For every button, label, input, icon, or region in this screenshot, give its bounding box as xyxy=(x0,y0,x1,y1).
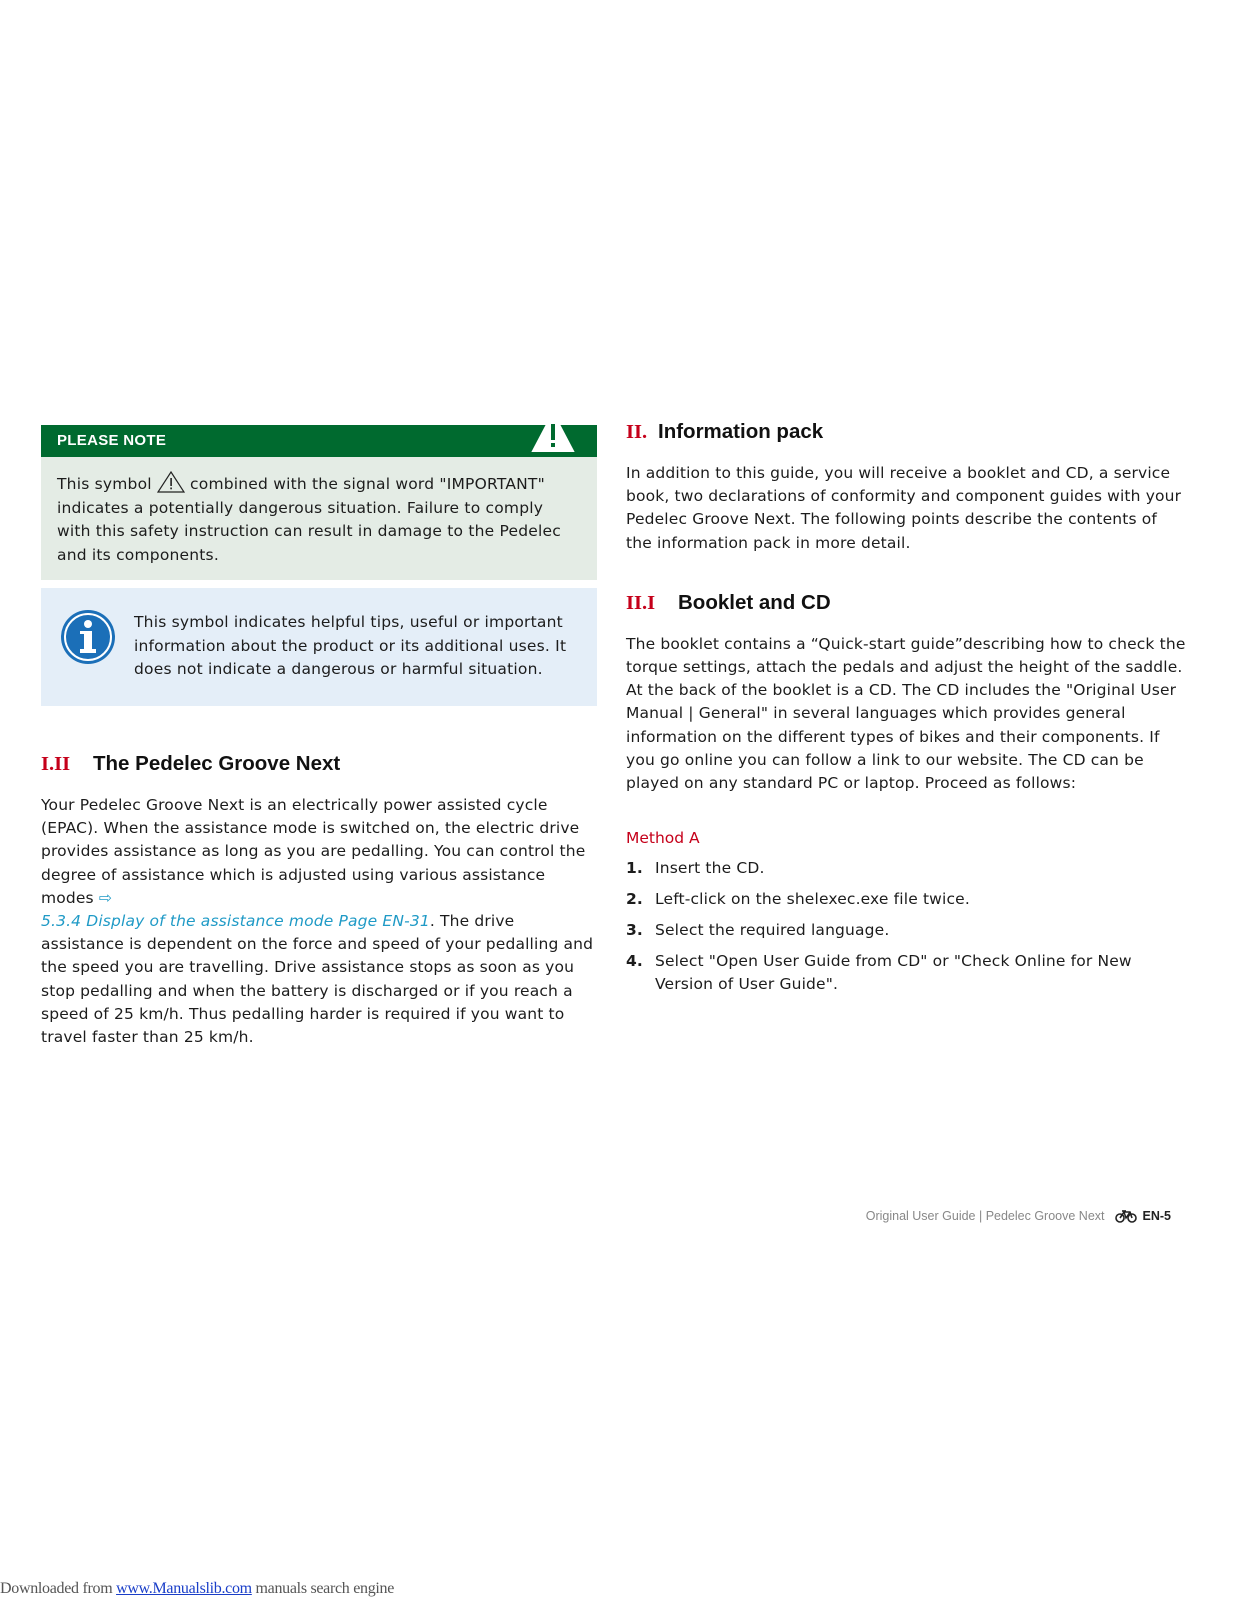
step-text: Select "Open User Guide from CD" or "Check Online for New Version of User Guide". xyxy=(655,952,1132,994)
note-text-rest: combined with the signal word "IMPORTANT" indicates a potentially dangerous situation. Failure to comply with this safety instruction can result in damage to the Pedelec and its components. xyxy=(57,475,561,564)
steps-list xyxy=(626,857,1186,996)
download-notice xyxy=(0,1580,394,1598)
list-item xyxy=(626,888,1186,911)
step-number: 3. xyxy=(626,921,643,940)
list-item xyxy=(626,950,1186,996)
section-number: II.I xyxy=(626,591,656,614)
download-prefix: Downloaded from xyxy=(0,1580,117,1597)
method-label: Method A xyxy=(626,829,700,848)
bicycle-icon xyxy=(1115,1209,1137,1223)
step-text: Select the required language. xyxy=(655,921,890,940)
warning-icon xyxy=(157,471,185,493)
list-item xyxy=(626,857,1186,880)
step-text: Left-click on the shelexec.exe file twice. xyxy=(655,890,970,909)
step-number: 2. xyxy=(626,890,643,909)
download-suffix: manuals search engine xyxy=(251,1580,395,1597)
please-note-box xyxy=(41,425,597,580)
section-heading xyxy=(626,591,1186,615)
section-title: Information pack xyxy=(658,420,824,443)
page-footer xyxy=(866,1209,1171,1223)
manualslib-link[interactable]: www.Manualslib.com xyxy=(116,1580,252,1597)
section-heading xyxy=(41,752,597,776)
page-number: EN-5 xyxy=(1142,1209,1171,1223)
step-text: Insert the CD. xyxy=(655,859,765,878)
body-text-start: Your Pedelec Groove Next is an electrically power assisted cycle (EPAC). When the assistance mode is switched on, the electric drive provides assistance as long as you are pedalling. You can control the degree of assistance which is adjusted using various assistance modes xyxy=(41,796,586,907)
section-number: II. xyxy=(626,421,648,443)
note-text-start: This symbol xyxy=(57,475,157,493)
info-icon xyxy=(59,608,117,666)
body-text-end: . The drive assistance is dependent on the force and speed of your pedalling and the speed you are travelling. Drive assistance stops as soon as you stop pedalling and when the battery is discharged or if you reach a speed of 25 km/h. Thus pedalling harder is required if you want to travel faster than 25 km/h. xyxy=(41,912,594,1047)
step-number: 4. xyxy=(626,952,643,971)
list-item xyxy=(626,919,1186,942)
section-title: The Pedelec Groove Next xyxy=(93,752,341,775)
arrow-right-icon: ⇨ xyxy=(98,888,113,907)
please-note-header xyxy=(41,425,597,457)
step-number: 1. xyxy=(626,859,643,878)
section-body: The booklet contains a “Quick-start guide”describing how to check the torque settings, attach the pedals and adjust the height of the saddle. At the back of the booklet is a CD. The CD includes the "Original User Manual | General" in several languages which provides general information on the different types of bikes and their components. If you go online you can follow a link to our website. The CD can be played on any standard PC or laptop. Proceed as follows: xyxy=(626,634,1186,793)
section-title: Booklet and CD xyxy=(678,590,831,614)
section-heading xyxy=(626,420,1186,444)
section-body xyxy=(41,794,597,1049)
please-note-text xyxy=(41,457,597,580)
please-note-title: PLEASE NOTE xyxy=(57,432,167,449)
section-body: In addition to this guide, you will receive a booklet and CD, a service book, two declarations of conformity and component guides with your Pedelec Groove Next. The following points describe the contents of the information pack in more detail. xyxy=(626,464,1182,552)
section-number: I.II xyxy=(41,753,71,775)
warning-triangle-icon xyxy=(531,411,575,453)
cross-reference-link[interactable]: 5.3.4 Display of the assistance mode Page EN-31 xyxy=(41,912,430,931)
section-information-pack xyxy=(626,420,1186,555)
section-pedelec-groove-next xyxy=(41,752,597,1049)
right-column xyxy=(626,420,1186,1004)
info-box xyxy=(41,588,597,706)
info-text: This symbol indicates helpful tips, useful or important information about the product or its additional uses. It does not indicate a dangerous or harmful situation. xyxy=(134,613,567,678)
footer-title: Original User Guide | Pedelec Groove Next xyxy=(865,1209,1105,1223)
left-column xyxy=(41,425,597,1049)
section-booklet-and-cd xyxy=(626,591,1186,996)
